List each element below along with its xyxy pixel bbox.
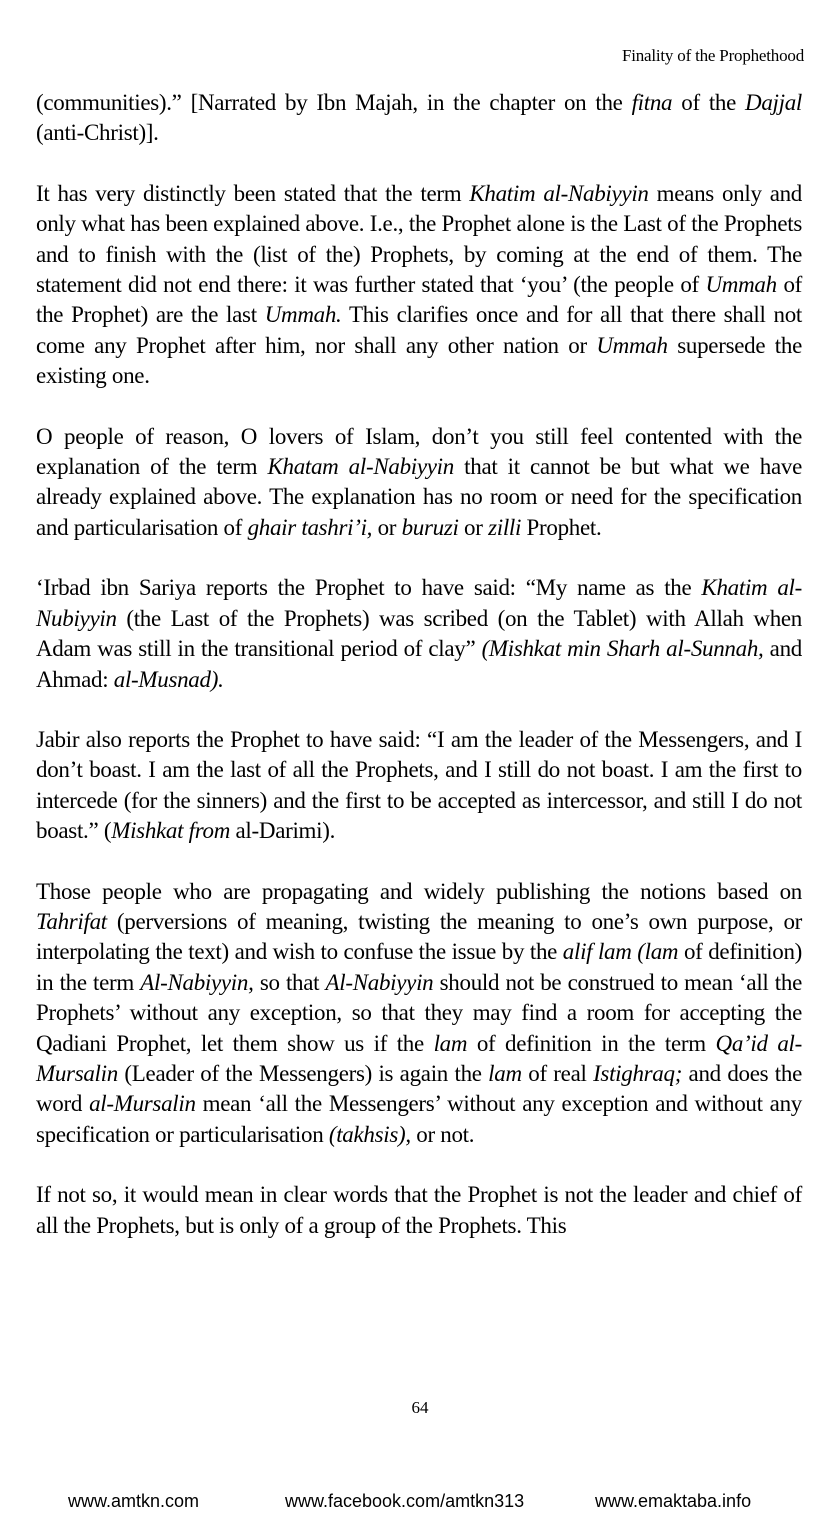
text-run: al-Darimi).: [230, 818, 336, 844]
text-run: ‘Irbad ibn Sariya reports the Prophet to have said: “My name as the: [36, 575, 702, 601]
text-run: or: [458, 514, 489, 540]
italic-term: lam: [488, 1060, 522, 1086]
text-run: or not.: [410, 1121, 475, 1147]
text-run: of definition) in the term: [36, 939, 803, 995]
text-run: Prophet.: [521, 514, 602, 540]
italic-term: Tahrifat: [36, 908, 107, 934]
running-header: Finality of the Prophethood: [621, 46, 804, 65]
paragraph: [36, 573, 802, 695]
text-run: Those people who are propagating and widely publishing the notions based on: [36, 878, 802, 904]
footer-link-website[interactable]: www.amtkn.com: [68, 1491, 200, 1511]
page-number: 64: [411, 1398, 429, 1417]
text-run: should not be construed to mean ‘all the Prophets’ without any exception, so that they may find a room for accepting the Qadiani Prophet, let them show us if the: [36, 969, 802, 1056]
text-run: Jabir also reports the Prophet to have said: “I am the leader of the Messengers, and I don’t boast. I am the last of all the Prophets, and I still do not boast. I am the first to intercede (for the sinners) and the first to be accepted as intercessor, and still I do not boast.” (: [36, 726, 802, 844]
text-run: and Ahmad:: [36, 636, 802, 692]
text-run: or: [372, 514, 402, 540]
text-run: If not so, it would mean in clear words that the Prophet is not the leader and chief of all the Prophets, but is only of a group of the Prophets. This: [36, 1182, 802, 1238]
italic-term: Dajjal: [745, 90, 803, 115]
text-run: so that: [253, 969, 326, 995]
italic-term: Ummah: [596, 332, 668, 358]
text-run: It has very distinctly been stated that the term: [36, 180, 470, 206]
text-run: and does the word: [36, 1060, 802, 1117]
italic-term: Khatim al-Nubiyyin: [36, 575, 803, 631]
paragraph: [36, 877, 802, 1151]
text-run: of definition in the term: [467, 1030, 716, 1056]
text-run: (Leader of the Messengers) is again the: [117, 1060, 489, 1086]
paragraph: [36, 88, 802, 149]
text-run: that it cannot be but what we have already explained above. The explanation has no room or need for the specification and particularisation of: [36, 454, 802, 540]
text-run: (the Last of the Prophets) was scribed (on the Tablet) with Allah when Adam was still in the transitional period of clay”: [36, 605, 802, 662]
text-run: O people of reason, O lovers of Islam, don’t you still feel contented with the explanation of the term: [36, 423, 802, 480]
body-text: [36, 88, 802, 1271]
italic-term: Al-Nabiyyin,: [140, 969, 254, 995]
footer-link-facebook[interactable]: www.facebook.com/amtkn313: [285, 1491, 525, 1511]
footer-link-emaktaba[interactable]: www.emaktaba.info: [595, 1491, 752, 1511]
italic-term: ghair tashri’i,: [247, 514, 373, 540]
text-run: supersede the existing one.: [36, 332, 802, 389]
italic-term: (Mishkat min Sharh al-Sunnah,: [481, 636, 764, 662]
paragraph: [36, 725, 802, 847]
paragraph: [36, 1180, 802, 1241]
italic-term: Qa’id al-Mursalin: [36, 1030, 802, 1086]
text-run: (communities).” [Narrated by Ibn Majah, in the chapter on the: [36, 90, 632, 115]
italic-term: Khatam al-Nabiyyin: [267, 454, 454, 480]
text-run: (perversions of meaning, twisting the meaning to one’s own purpose, or interpolating the text) and wish to confuse the issue by the: [36, 908, 802, 965]
italic-term: alif lam (lam: [562, 939, 679, 965]
italic-term: Istighraq;: [593, 1060, 683, 1086]
italic-term: Ummah.: [264, 302, 342, 328]
text-run: of the: [672, 90, 746, 115]
italic-term: Khatim al-Nabiyyin: [469, 180, 649, 206]
italic-term: lam: [433, 1030, 468, 1056]
italic-term: zilli: [488, 514, 522, 540]
italic-term: buruzi: [401, 514, 459, 540]
text-run: of the Prophet) are the last: [36, 272, 802, 328]
italic-term: fitna: [631, 90, 673, 115]
text-run: mean ‘all the Messengers’ without any exception and without any specification or particularisation: [36, 1091, 802, 1147]
text-run: means only and only what has been explained above. I.e., the Prophet alone is the Last of the Prophets and to finish with the (list of the) Prophets, by coming at the end of them. The statement did not end there: it was further stated that ‘you’ (the people of: [36, 180, 803, 298]
italic-term: (takhsis),: [328, 1121, 411, 1147]
italic-term: Mishkat from: [111, 818, 231, 844]
italic-term: al-Musnad).: [113, 666, 224, 692]
paragraph: [36, 422, 802, 544]
italic-term: al-Mursalin: [89, 1091, 196, 1117]
paragraph: [36, 179, 802, 392]
text-run: This clarifies once and for all that there shall not come any Prophet after him, nor shall any other nation or: [36, 302, 802, 358]
italic-term: Ummah: [705, 272, 777, 298]
text-run: of real: [521, 1060, 594, 1086]
italic-term: Al-Nabiyyin: [325, 969, 434, 995]
text-run: (anti-Christ)].: [36, 120, 159, 146]
